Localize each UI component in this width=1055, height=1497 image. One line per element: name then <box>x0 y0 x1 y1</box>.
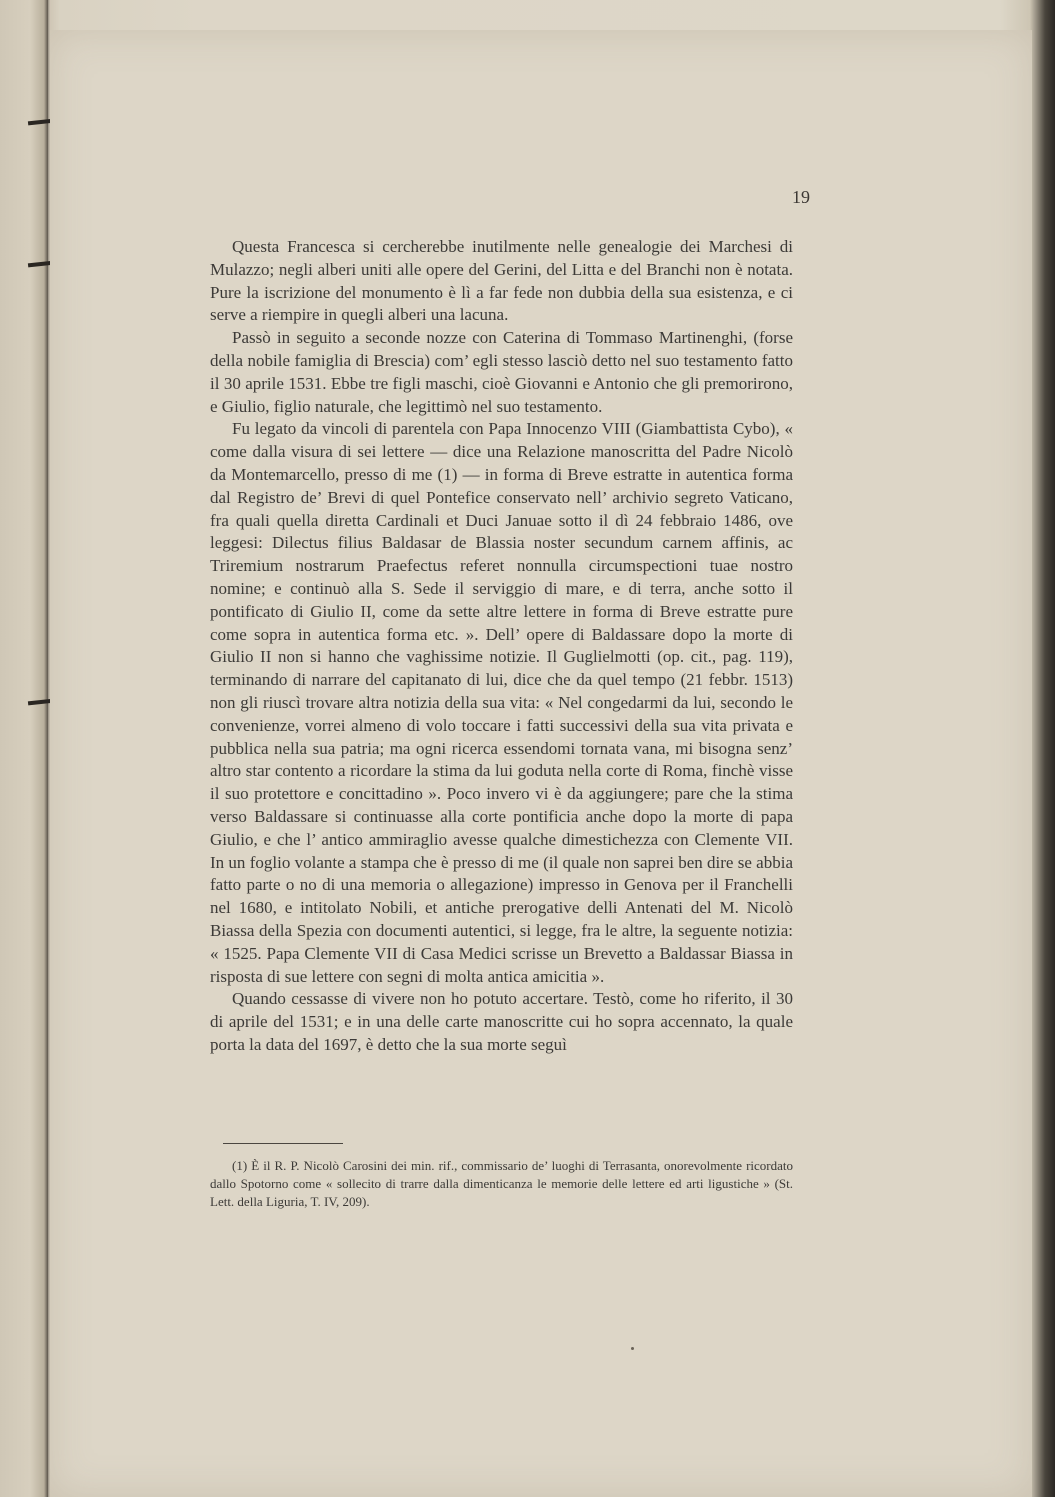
main-text <box>210 236 793 1057</box>
paragraph: Passò in seguito a seconde nozze con Caterina di Tommaso Martinenghi, (forse della nobile famiglia di Brescia) com’ egli stesso lasciò detto nel suo testamento fatto il 30 aprile 1531. Ebbe tre figli maschi, cioè Giovanni e Antonio che gli premorirono, e Giulio, figlio naturale, che legittimò nel suo testamento. <box>210 328 793 416</box>
page-number: 19 <box>792 187 810 207</box>
paragraph: Questa Francesca si cercherebbe inutilmente nelle genealogie dei Marchesi di Mulazzo; negli alberi uniti alle opere del Gerini, del Litta e del Branchi non è notata. Pure la iscrizione del monumento è lì a far fede non dubbia della sua esistenza, e ci serve a riempire in quegli alberi una lacuna. <box>210 237 793 325</box>
paragraph: Quando cessasse di vivere non ho potuto accertare. Testò, come ho riferito, il 30 di aprile del 1531; e in una delle carte manoscritte cui ho sopra accennato, la quale porta la data del 1697, è detto che la sua morte seguì <box>210 989 793 1054</box>
footnote: (1) È il R. P. Nicolò Carosini dei min. rif., commissario de’ luoghi di Terrasanta, onorevolmente ricordato dallo Spotorno come « sollecito di trarre dalla dimenticanza le memorie delle lettere ed arti ligustiche » (St. Lett. della Liguria, T. IV, 209). <box>210 1158 793 1209</box>
paragraph: Fu legato da vincoli di parentela con Papa Innocenzo VIII (Giambattista Cybo), « come dalla visura di sei lettere — dice una Relazione manoscritta del Padre Nicolò da Montemarcello, presso di me (1) — in forma di Breve estratte in autentica forma dal Registro de’ Brevi di quel Pontefice conservato nell’ archivio segreto Vaticano, fra quali quella diretta Cardinali et Duci Januae sotto il dì 24 febbraio 1486, ove leggesi: Dilectus filius Baldasar de Blassia noster secundum carnem affinis, ac Triremium nostrarum Praefectus referet nonnulla circumspectioni tuae nostro nomine; e continuò alla S. Sede il serviggio di mare, e di terra, anche sotto il pontificato di Giulio II, come da sette altre lettere in forma di Breve estratte pure come sopra in autentica forma etc. ». Dell’ opere di Baldassare dopo la morte di Giulio II non si hanno che vaghissime notizie. Il Guglielmotti (op. cit., pag. 119), terminando di narrare del capitanato di lui, dice che da quel tempo (21 febbr. 1513) non gli riuscì trovare altra notizia della sua vita: « Nel congedarmi da lui, secondo le convenienze, vorrei almeno di volo toccare i fatti successivi della sua vita privata e pubblica nella sua patria; ma ogni ricerca essendomi tornata vana, mi bisogna senz’ altro star contento a ricordare la stima da lui goduta nella corte di Roma, finchè visse il suo protettore e concittadino ». Poco invero vi è da aggiungere; pare che la stima verso Baldassare si continuasse alla corte pontificia anche dopo la morte di papa Giulio, e che l’ antico ammiraglio avesse qualche dimestichezza con Clemente VII. In un foglio volante a stampa che è presso di me (il quale non saprei ben dire se abbia fatto parte o no di una memoria o allegazione) impresso in Genova per il Franchelli nel 1680, e intitolato Nobili, et antiche prerogative delli Antenati del M. Nicolò Biassa della Spezia con documenti autentici, si legge, fra le altre, la seguente notizia: « 1525. Papa Clemente VII di Casa Medici scrisse un Brevetto a Baldassar Biassa in risposta di sue lettere con segni di molta antica amicitia ». <box>210 419 793 986</box>
footnote-separator <box>223 1143 343 1144</box>
paper-speck <box>631 1347 634 1350</box>
left-page-edge <box>0 0 48 1497</box>
